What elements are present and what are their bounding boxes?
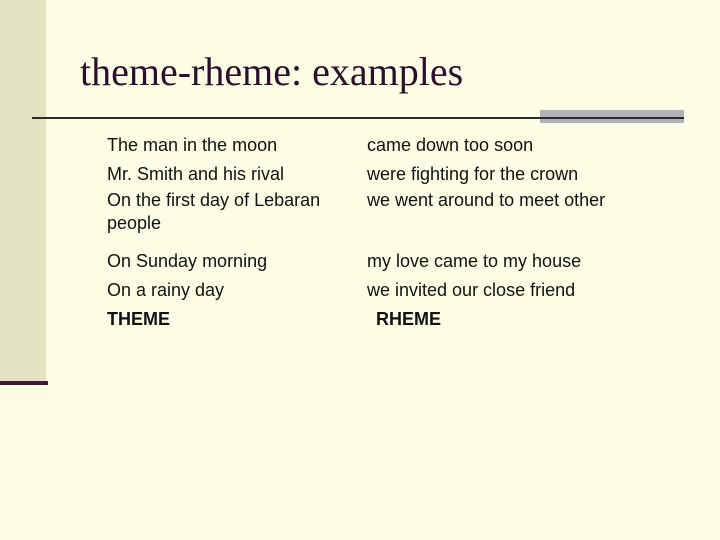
left-bar-base-line [0,381,48,385]
rheme-row: we went around to meet other [367,190,606,210]
theme-label: THEME [107,309,170,329]
rheme-row: were fighting for the crown [367,164,579,184]
theme-row: Mr. Smith and his rival [107,164,285,184]
divider-accent-line [540,117,684,119]
theme-row: On Sunday morning [107,251,268,271]
rheme-row: we invited our close friend [367,280,576,300]
rheme-column [367,131,697,334]
rheme-row: came down too soon [367,135,534,155]
theme-column [107,131,357,334]
rheme-row: my love came to my house [367,251,582,271]
theme-row: On a rainy day [107,280,225,300]
slide-title: theme-rheme: examples [80,49,464,94]
left-decorative-bar [0,0,46,383]
theme-row: On the first day of Lebaran people [107,190,321,233]
rheme-label: RHEME [376,309,442,329]
theme-row: The man in the moon [107,135,278,155]
